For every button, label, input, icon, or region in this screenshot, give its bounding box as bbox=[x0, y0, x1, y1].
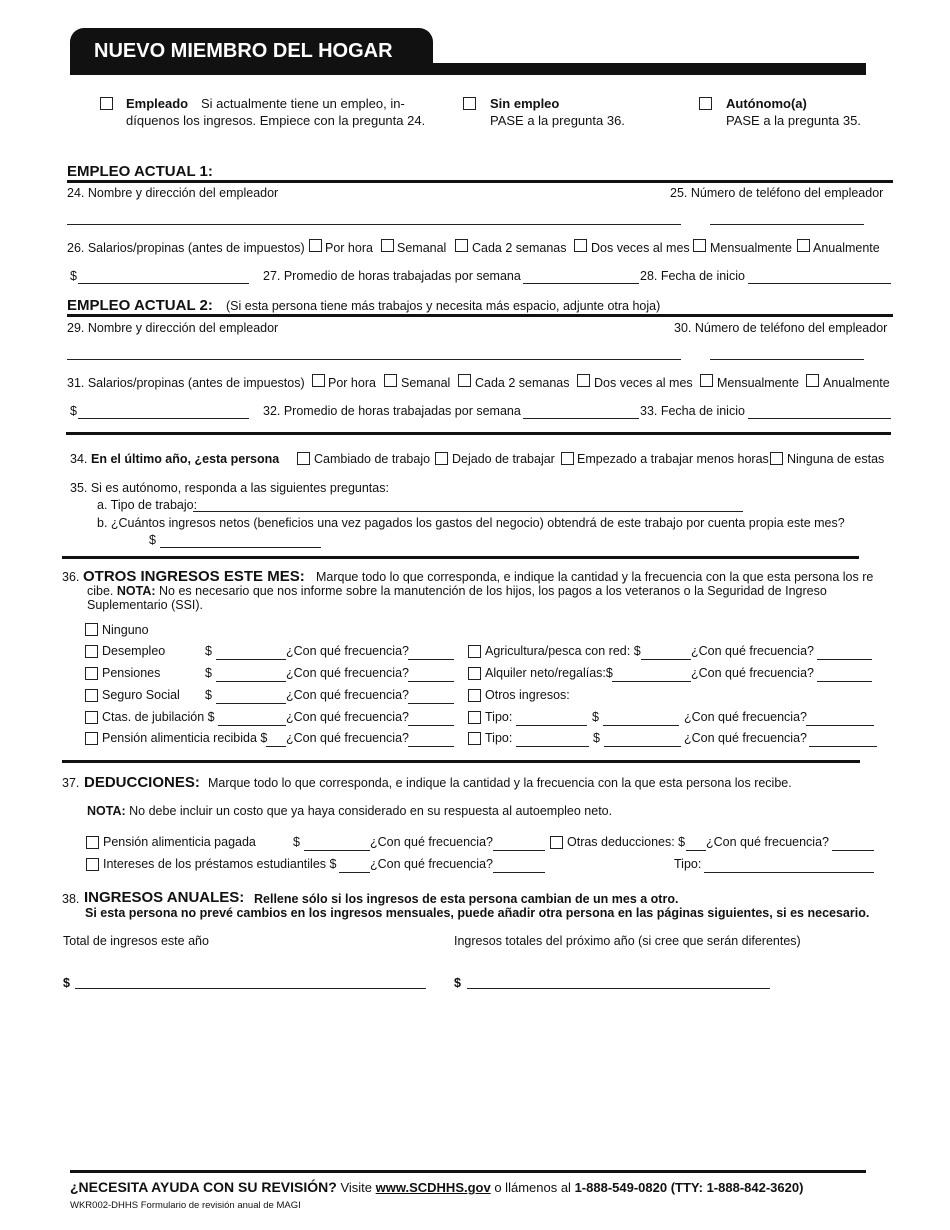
j1-wage-field[interactable] bbox=[78, 283, 249, 284]
alimony-paid-checkbox[interactable] bbox=[86, 836, 99, 849]
selfemployed-text: PASE a la pregunta 35. bbox=[726, 113, 861, 128]
other-type-2-label: Tipo: bbox=[485, 731, 513, 745]
q34-none-checkbox[interactable] bbox=[770, 452, 783, 465]
q28-field[interactable] bbox=[748, 283, 891, 284]
alimony-received-amount[interactable] bbox=[266, 746, 286, 747]
farming-freq-label: ¿Con qué frecuencia? bbox=[691, 644, 814, 658]
employed-text-2: díquenos los ingresos. Empiece con la pregunta 24. bbox=[126, 113, 426, 128]
unemployment-freq[interactable] bbox=[408, 659, 454, 660]
j1-monthly-checkbox[interactable] bbox=[693, 239, 706, 252]
other-deductions-amount[interactable] bbox=[686, 850, 706, 851]
title-bar bbox=[430, 63, 866, 75]
section-rule-3 bbox=[62, 760, 860, 763]
other-income-label: Otros ingresos: bbox=[485, 688, 570, 702]
job2-rule bbox=[67, 314, 893, 317]
q36-heading: OTROS INGRESOS ESTE MES: bbox=[83, 568, 305, 585]
q34-num: 34. bbox=[70, 452, 88, 466]
farming-amount[interactable] bbox=[641, 659, 691, 660]
farming-freq[interactable] bbox=[817, 659, 872, 660]
j1-biweekly-label: Cada 2 semanas bbox=[472, 241, 567, 255]
other-type-1-freq-label: ¿Con qué frecuencia? bbox=[684, 710, 807, 724]
q29-label: 29. Nombre y dirección del empleador bbox=[67, 321, 279, 335]
q27-field[interactable] bbox=[523, 283, 639, 284]
j1-dollar: $ bbox=[70, 269, 77, 283]
j2-weekly-checkbox[interactable] bbox=[384, 374, 397, 387]
q34-fewer-hours-label: Empezado a trabajar menos horas bbox=[577, 452, 769, 466]
q36-text-1: Marque todo lo que corresponda, e indique la cantidad y la frecuencia con la que esta persona los re bbox=[316, 570, 874, 584]
q32-label: 32. Promedio de horas trabajadas por semana bbox=[263, 404, 521, 418]
footer-url-link[interactable]: www.SCDHHS.gov bbox=[375, 1180, 491, 1195]
alimony-received-freq[interactable] bbox=[408, 746, 454, 747]
q35b-label: b. ¿Cuántos ingresos netos (beneficios una vez pagados los gastos del negocio) obtendrá de este trabajo por cuenta propia este mes? bbox=[97, 516, 845, 530]
alimony-received-checkbox[interactable] bbox=[85, 732, 98, 745]
page-title: NUEVO MIEMBRO DEL HOGAR bbox=[94, 40, 393, 62]
other-deductions-freq[interactable] bbox=[832, 850, 874, 851]
q33-field[interactable] bbox=[748, 418, 891, 419]
other-type-1-amount[interactable] bbox=[603, 725, 679, 726]
employed-checkbox[interactable] bbox=[100, 97, 113, 110]
job1-rule bbox=[67, 180, 893, 183]
rental-amount[interactable] bbox=[612, 681, 691, 682]
other-income-checkbox[interactable] bbox=[468, 689, 481, 702]
j1-semimonthly-checkbox[interactable] bbox=[574, 239, 587, 252]
other-deductions-checkbox[interactable] bbox=[550, 836, 563, 849]
j1-weekly-checkbox[interactable] bbox=[381, 239, 394, 252]
retirement-freq-label: ¿Con qué frecuencia? bbox=[286, 710, 409, 724]
farming-label: Agricultura/pesca con red: $ bbox=[485, 644, 641, 658]
alimony-paid-label: Pensión alimenticia pagada bbox=[103, 835, 256, 849]
j2-dollar: $ bbox=[70, 404, 77, 418]
footer-rule bbox=[70, 1170, 866, 1173]
j2-wage-field[interactable] bbox=[78, 418, 249, 419]
q24-label: 24. Nombre y dirección del empleador bbox=[67, 186, 279, 200]
other-type-2-amount[interactable] bbox=[604, 746, 681, 747]
q34-fewer-hours-checkbox[interactable] bbox=[561, 452, 574, 465]
retirement-checkbox[interactable] bbox=[85, 711, 98, 724]
q34-stopped-label: Dejado de trabajar bbox=[452, 452, 555, 466]
other-type-2-checkbox[interactable] bbox=[468, 732, 481, 745]
retirement-label: Ctas. de jubilación $ bbox=[102, 710, 215, 724]
alimony-paid-amount[interactable] bbox=[304, 850, 370, 851]
q29-field[interactable] bbox=[67, 359, 681, 360]
q35-label: 35. Si es autónomo, responda a las siguientes preguntas: bbox=[70, 481, 389, 495]
selfemployed-label: Autónomo(a) bbox=[726, 96, 807, 111]
student-loan-label: Intereses de los préstamos estudiantiles $ bbox=[103, 857, 337, 871]
rental-label: Alquiler neto/regalías:$ bbox=[485, 666, 613, 680]
other-type-1-checkbox[interactable] bbox=[468, 711, 481, 724]
j1-monthly-label: Mensualmente bbox=[710, 241, 792, 255]
pensions-amount[interactable] bbox=[216, 681, 286, 682]
q35b-field[interactable] bbox=[160, 547, 321, 548]
footer-call: o llámenos al bbox=[494, 1180, 571, 1195]
q36-text-2: cibe. NOTA: No es necesario que nos informe sobre la manutención de los hijos, los pagos a los veteranos o la Seguridad de Ingreso bbox=[87, 584, 827, 598]
pensions-freq-label: ¿Con qué frecuencia? bbox=[286, 666, 409, 680]
j1-biweekly-checkbox[interactable] bbox=[455, 239, 468, 252]
j2-semimonthly-label: Dos veces al mes bbox=[594, 376, 693, 390]
rental-checkbox[interactable] bbox=[468, 667, 481, 680]
employed-label: Empleado bbox=[126, 96, 189, 111]
section-rule-1 bbox=[66, 432, 891, 435]
q35a-label: a. Tipo de trabajo: bbox=[97, 498, 198, 512]
footer-phone: 1-888-549-0820 (TTY: 1-888-842-3620) bbox=[574, 1180, 804, 1195]
other-type-1-label: Tipo: bbox=[485, 710, 513, 724]
q34-changed-checkbox[interactable] bbox=[297, 452, 310, 465]
section-rule-2 bbox=[62, 556, 859, 559]
j2-monthly-label: Mensualmente bbox=[717, 376, 799, 390]
q25-label: 25. Número de teléfono del empleador bbox=[670, 186, 884, 200]
q38-heading: INGRESOS ANUALES: bbox=[84, 889, 245, 906]
next-year-label: Ingresos totales del próximo año (si cree que serán diferentes) bbox=[454, 934, 801, 948]
alimony-paid-freq[interactable] bbox=[493, 850, 545, 851]
form-id: WKR002-DHHS Formulario de revisión anual de MAGI bbox=[70, 1200, 301, 1211]
unemployment-label: Desempleo bbox=[102, 644, 166, 658]
student-loan-checkbox[interactable] bbox=[86, 858, 99, 871]
q37-note: NOTA: No debe incluir un costo que ya haya considerado en su respuesta al autoempleo neto. bbox=[87, 804, 613, 818]
q27-label: 27. Promedio de horas trabajadas por semana bbox=[263, 269, 521, 283]
j1-hourly-checkbox[interactable] bbox=[309, 239, 322, 252]
j2-annual-checkbox[interactable] bbox=[806, 374, 819, 387]
job2-note: (Si esta persona tiene más trabajos y necesita más espacio, adjunte otra hoja) bbox=[226, 299, 661, 313]
employed-text: Si actualmente tiene un empleo, in- bbox=[201, 96, 405, 111]
j2-monthly-checkbox[interactable] bbox=[700, 374, 713, 387]
student-loan-freq[interactable] bbox=[493, 872, 545, 873]
q34-stopped-checkbox[interactable] bbox=[435, 452, 448, 465]
job2-heading: EMPLEO ACTUAL 2: bbox=[67, 297, 213, 314]
student-loan-freq-label: ¿Con qué frecuencia? bbox=[370, 857, 493, 871]
q30-field[interactable] bbox=[710, 359, 864, 360]
j2-annual-label: Anualmente bbox=[823, 376, 890, 390]
q38-text-2: Si esta persona no prevé cambios en los ingresos mensuales, puede añadir otra persona en las páginas siguientes, si es necesario. bbox=[85, 906, 870, 920]
q24-field[interactable] bbox=[67, 224, 681, 225]
j2-hourly-checkbox[interactable] bbox=[312, 374, 325, 387]
q36-text-3: Suplementario (SSI). bbox=[87, 598, 204, 612]
q35b-dollar: $ bbox=[149, 533, 156, 547]
alimony-paid-freq-label: ¿Con qué frecuencia? bbox=[370, 835, 493, 849]
other-deductions-label: Otras deducciones: $ bbox=[567, 835, 686, 849]
unemployed-checkbox[interactable] bbox=[463, 97, 476, 110]
q35a-field[interactable] bbox=[193, 511, 743, 512]
rental-freq[interactable] bbox=[817, 681, 872, 682]
other-type-2-freq-label: ¿Con qué frecuencia? bbox=[684, 731, 807, 745]
other-type-1-field[interactable] bbox=[516, 725, 587, 726]
j1-hourly-label: Por hora bbox=[325, 241, 373, 255]
social-security-label: Seguro Social bbox=[102, 688, 180, 702]
pensions-checkbox[interactable] bbox=[85, 667, 98, 680]
footer-visit: Visite bbox=[340, 1180, 372, 1195]
j2-hourly-label: Por hora bbox=[328, 376, 376, 390]
j1-annual-label: Anualmente bbox=[813, 241, 880, 255]
q36-num: 36. bbox=[62, 570, 80, 584]
q26-label: 26. Salarios/propinas (antes de impuestos) bbox=[67, 241, 305, 255]
social-security-dollar: $ bbox=[205, 688, 212, 702]
other-deductions-freq-label: ¿Con qué frecuencia? bbox=[706, 835, 829, 849]
social-security-freq-label: ¿Con qué frecuencia? bbox=[286, 688, 409, 702]
social-security-amount[interactable] bbox=[216, 703, 286, 704]
retirement-freq[interactable] bbox=[408, 725, 454, 726]
footer-help bbox=[70, 1179, 803, 1195]
other-type-1-freq[interactable] bbox=[806, 725, 874, 726]
j2-biweekly-checkbox[interactable] bbox=[458, 374, 471, 387]
q34-changed-label: Cambiado de trabajo bbox=[314, 452, 431, 466]
other-deductions-type-label: Tipo: bbox=[674, 857, 702, 871]
alimony-paid-dollar: $ bbox=[293, 835, 300, 849]
alimony-received-label: Pensión alimenticia recibida $ bbox=[102, 731, 268, 745]
this-year-dollar: $ bbox=[63, 976, 70, 990]
alimony-received-freq-label: ¿Con qué frecuencia? bbox=[286, 731, 409, 745]
j2-semimonthly-checkbox[interactable] bbox=[577, 374, 590, 387]
q25-field[interactable] bbox=[710, 224, 864, 225]
social-security-freq[interactable] bbox=[408, 703, 454, 704]
q37-text: Marque todo lo que corresponda, e indique la cantidad y la frecuencia con la que esta persona los recibe. bbox=[208, 776, 792, 790]
q38-text-1: Rellene sólo si los ingresos de esta persona cambian de un mes a otro. bbox=[254, 892, 679, 906]
social-security-checkbox[interactable] bbox=[85, 689, 98, 702]
unemployment-checkbox[interactable] bbox=[85, 645, 98, 658]
other-type-2-dollar: $ bbox=[593, 731, 600, 745]
j1-weekly-label: Semanal bbox=[397, 241, 447, 255]
q34-label: En el último año, ¿esta persona bbox=[91, 452, 280, 466]
selfemployed-checkbox[interactable] bbox=[699, 97, 712, 110]
pensions-label: Pensiones bbox=[102, 666, 161, 680]
q33-label: 33. Fecha de inicio bbox=[640, 404, 745, 418]
j2-weekly-label: Semanal bbox=[401, 376, 451, 390]
footer-help-heading: ¿NECESITA AYUDA CON SU REVISIÓN? bbox=[70, 1179, 337, 1195]
other-type-1-dollar: $ bbox=[592, 710, 599, 724]
student-loan-amount[interactable] bbox=[339, 872, 370, 873]
none-checkbox[interactable] bbox=[85, 623, 98, 636]
farming-checkbox[interactable] bbox=[468, 645, 481, 658]
unemployment-amount[interactable] bbox=[216, 659, 286, 660]
j1-semimonthly-label: Dos veces al mes bbox=[591, 241, 690, 255]
unemployment-dollar: $ bbox=[205, 644, 212, 658]
other-type-2-freq[interactable] bbox=[809, 746, 877, 747]
q31-label: 31. Salarios/propinas (antes de impuestos) bbox=[67, 376, 305, 390]
pensions-freq[interactable] bbox=[408, 681, 454, 682]
q37-heading: DEDUCCIONES: bbox=[84, 774, 200, 791]
q34-none-label: Ninguna de estas bbox=[787, 452, 885, 466]
q38-num: 38. bbox=[62, 892, 80, 906]
j1-annual-checkbox[interactable] bbox=[797, 239, 810, 252]
this-year-label: Total de ingresos este año bbox=[63, 934, 209, 948]
j2-biweekly-label: Cada 2 semanas bbox=[475, 376, 570, 390]
q32-field[interactable] bbox=[523, 418, 639, 419]
this-year-field[interactable] bbox=[75, 988, 426, 989]
job1-heading: EMPLEO ACTUAL 1: bbox=[67, 163, 213, 180]
other-deductions-type[interactable] bbox=[704, 872, 874, 873]
q30-label: 30. Número de teléfono del empleador bbox=[674, 321, 888, 335]
q37-num: 37. bbox=[62, 776, 80, 790]
rental-freq-label: ¿Con qué frecuencia? bbox=[691, 666, 814, 680]
unemployed-text: PASE a la pregunta 36. bbox=[490, 113, 625, 128]
unemployed-label: Sin empleo bbox=[490, 96, 560, 111]
next-year-field[interactable] bbox=[467, 988, 770, 989]
q28-label: 28. Fecha de inicio bbox=[640, 269, 745, 283]
other-type-2-field[interactable] bbox=[516, 746, 589, 747]
retirement-amount[interactable] bbox=[218, 725, 286, 726]
none-label: Ninguno bbox=[102, 623, 149, 637]
next-year-dollar: $ bbox=[454, 976, 461, 990]
unemployment-freq-label: ¿Con qué frecuencia? bbox=[286, 644, 409, 658]
pensions-dollar: $ bbox=[205, 666, 212, 680]
